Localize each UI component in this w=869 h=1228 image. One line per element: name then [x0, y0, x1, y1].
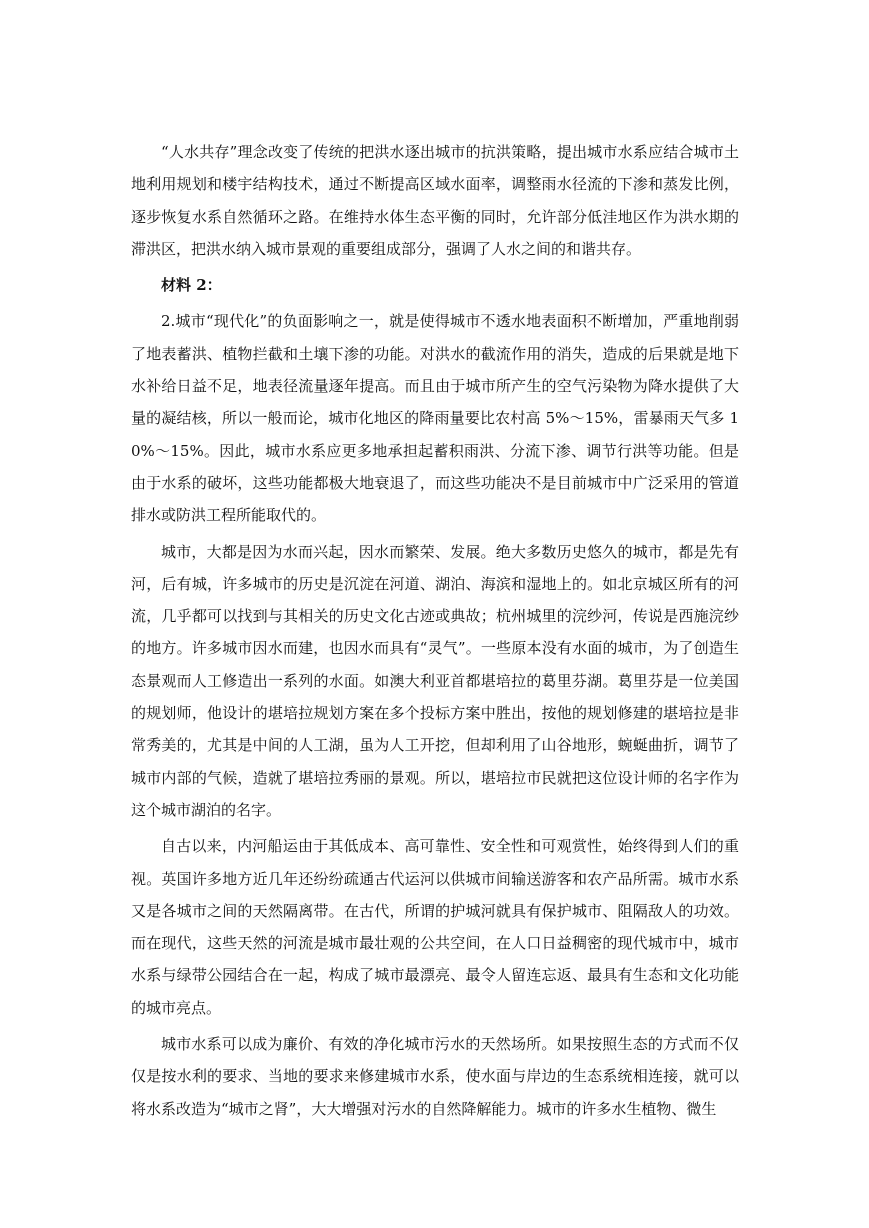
- paragraph-inland-shipping: 自古以来，内河船运由于其低成本、高可靠性、安全性和可观赏性，始终得到人们的重视。英国许多地方近几年还纷纷疏通古代运河以供城市间输送游客和农产品所需。城市水系又是各城市之间的天然隔离带。在古代，所谓的护城河就具有保护城市、阻隔敌人的功效。而在现代，这些天然的河流是城市最壮观的公共空间，在人口日益稠密的现代城市中，城市水系与绿带公园结合在一起，构成了城市最漂亮、最令人留连忘返、最具有生态和文化功能的城市亮点。: [131, 837, 739, 1017]
- paragraph-urbanization: 2.城市“现代化”的负面影响之一，就是使得城市不透水地表面积不断增加，严重地削弱了地表蓄洪、植物拦截和土壤下渗的功能。对洪水的截流作用的消失，造成的后果就是地下水补给日益不足，地表径流量逐年提高。而且由于城市所产生的空气污染物为降水提供了大量的凝结核，所以一般而论，城市化地区的降雨量要比农村高 5%～15%，雷暴雨天气多 10%～15%。因此，城市水系应更多地承担起蓄积雨洪、分流下渗、调节行洪等功能。但是由于水系的破坏，这些功能都极大地衰退了，而这些功能决不是目前城市中广泛采用的管道排水或防洪工程所能取代的。: [131, 312, 739, 525]
- paragraph-intro: “人水共存”理念改变了传统的把洪水逐出城市的抗洪策略，提出城市水系应结合城市土地利用规划和楼宇结构技术，通过不断提高区域水面率，调整雨水径流的下渗和蒸发比例，逐步恢复水系自然循环之路。在维持水体生态平衡的同时，允许部分低洼地区作为洪水期的滞洪区，把洪水纳入城市景观的重要组成部分，强调了人水之间的和谐共存。: [131, 143, 739, 258]
- material-heading: 材料 2：: [161, 276, 222, 295]
- document-body: [131, 136, 739, 1129]
- paragraph-water-purification: 城市水系可以成为廉价、有效的净化城市污水的天然场所。如果按照生态的方式而不仅仅是按水利的要求、当地的要求来修建城市水系，使水面与岸边的生态系统相连接，就可以将水系改造为“城市之肾”，大大增强对污水的自然降解能力。城市的许多水生植物、微生: [131, 1035, 739, 1118]
- paragraph-cities-and-water: 城市，大都是因为水而兴起，因水而繁荣、发展。绝大多数历史悠久的城市，都是先有河，后有城，许多城市的历史是沉淀在河道、湖泊、海滨和湿地上的。如北京城区所有的河流，几乎都可以找到与其相关的历史文化古迹或典故；杭州城里的浣纱河，传说是西施浣纱的地方。许多城市因水而建，也因水而具有“灵气”。一些原本没有水面的城市，为了创造生态景观而人工修造出一系列的水面。如澳大利亚首都堪培拉的葛里芬湖。葛里芬是一位美国的规划师，他设计的堪培拉规划方案在多个投标方案中胜出，按他的规划修建的堪培拉是非常秀美的，尤其是中间的人工湖，虽为人工开挖，但却利用了山谷地形，蜿蜒曲折，调节了城市内部的气候，造就了堪培拉秀丽的景观。所以，堪培拉市民就把这位设计师的名字作为这个城市湖泊的名字。: [131, 542, 739, 819]
